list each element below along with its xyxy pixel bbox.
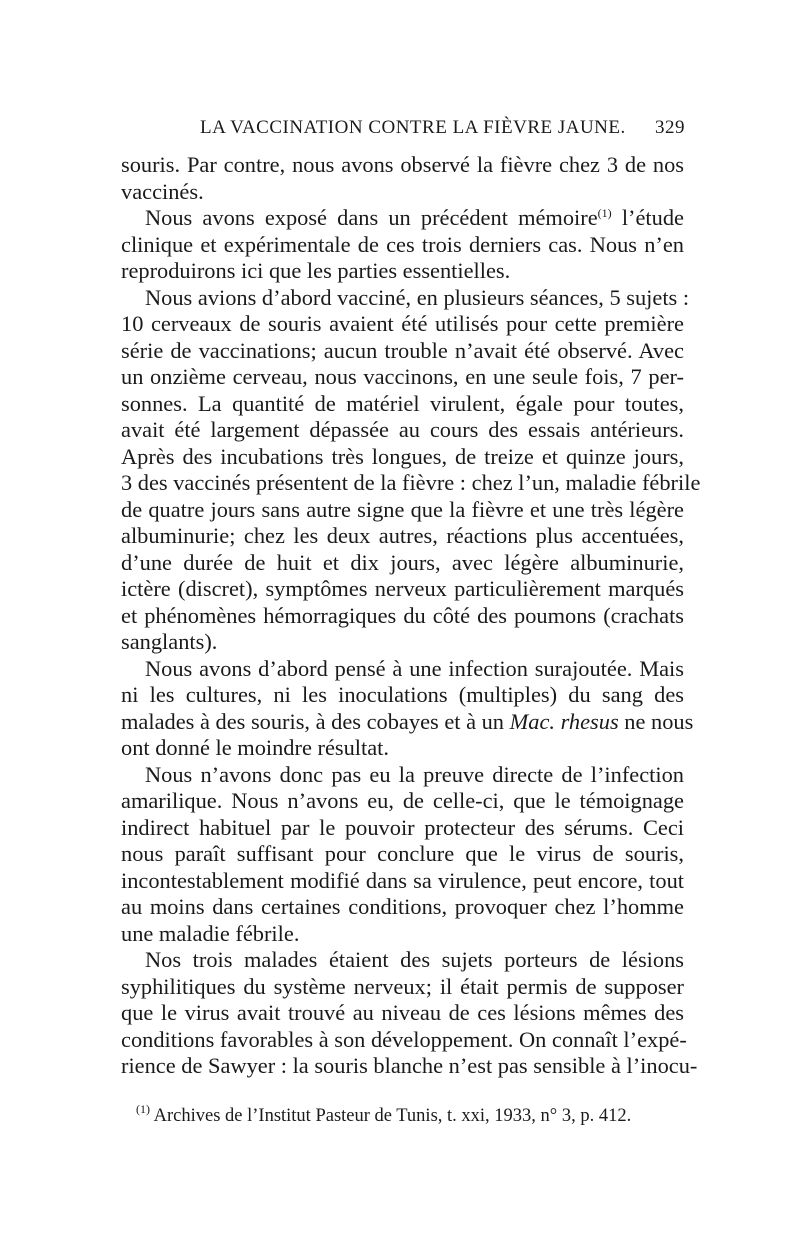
text-segment: l’étude [621,205,684,230]
text-line: Nous avions d’abord vacciné, en plusieurs séances, 5 sujets : [145,284,690,310]
text-line: d’une durée de huit et dix jours, avec légère albuminurie, [121,549,684,575]
text-line: souris. Par contre, nous avons observé la fièvre chez 3 de nos [121,152,684,177]
footnote-marker: (1) [136,1102,150,1116]
text-line: Nous avons d’abord pensé à une infection surajoutée. Mais [145,655,684,681]
text-line: incontestablement modifié dans sa virulence, peut encore, tout [121,867,684,893]
text-line: amarilique. Nous n’avons eu, de celle-ci, que le témoignage [121,788,684,813]
text-line: Nos trois malades étaient des sujets porteurs de lésions [145,947,684,972]
running-title: LA VACCINATION CONTRE LA FIÈVRE JAUNE. [200,117,626,138]
text-line: 3 des vaccinés présentent de la fièvre : chez l’un, maladie fébrile [121,470,701,495]
body-text [121,152,701,1080]
text-line: rience de Sawyer : la souris blanche n’est pas sensible à l’inocu- [121,1053,698,1078]
text-segment: ne nous [624,708,694,734]
species-name: Mac. rhesus [509,708,619,734]
text-line: syphilitiques du système nerveux; il était permis de supposer [121,973,684,999]
text-line: une maladie fébrile. [121,920,300,946]
text-line: avait été largement dépassée au cours des essais antérieurs. [121,417,684,442]
text-line: un onzième cerveau, nous vaccinons, en une seule fois, 7 per- [121,364,684,389]
text-line: Après des incubations très longues, de treize et quinze jours, [121,443,684,469]
text-line: Nous n’avons donc pas eu la preuve directe de l’infection [145,761,684,787]
text-line [121,205,684,232]
text-line [121,708,694,736]
text-line: au moins dans certaines conditions, provoquer chez l’homme [121,894,684,919]
text-line: conditions favorables à son développement. On connaît l’expé- [121,1026,687,1052]
text-line: de quatre jours sans autre signe que la fièvre et une très légère [121,496,684,522]
text-line: nous paraît suffisant pour conclure que le virus de souris, [121,841,684,866]
text-line: reproduirons ici que les parties essentielles. [121,258,511,283]
text-line: ont donné le moindre résultat. [121,735,389,760]
footnote-reference: (1) [597,206,612,220]
text-line: et phénomènes hémorragiques du côté des poumons (crachats [121,602,684,628]
text-line: 10 cerveaux de souris avaient été utilisés pour cette première [121,311,684,336]
text-line: clinique et expérimentale de ces trois derniers cas. Nous n’en [121,231,684,257]
page-number: 329 [655,117,685,138]
text-line: sanglants). [121,629,218,654]
text-line: ni les cultures, ni les inoculations (multiples) du sang des [121,682,684,707]
footnote-text: Archives de l’Institut Pasteur de Tunis, t. xxi, 1933, n° 3, p. 412. [153,1106,632,1126]
footnote [136,1102,696,1127]
text-line: que le virus avait trouvé au niveau de ces lésions mêmes des [121,1000,684,1025]
text-segment: Nous avons exposé dans un précédent mémoire [145,205,598,230]
text-line: ictère (discret), symptômes nerveux particulièrement marqués [121,576,684,601]
text-line: sonnes. La quantité de matériel virulent, égale pour toutes, [121,390,684,416]
text-segment: malades à des souris, à des cobayes et à un [121,708,505,734]
text-line: indirect habituel par le pouvoir protecteur des sérums. Ceci [121,814,684,840]
text-line: albuminurie; chez les deux autres, réactions plus accentuées, [121,523,684,548]
text-line: série de vaccinations; aucun trouble n’avait été observé. Avec [121,337,684,363]
running-header [200,117,685,145]
text-line: vaccinés. [121,178,204,204]
